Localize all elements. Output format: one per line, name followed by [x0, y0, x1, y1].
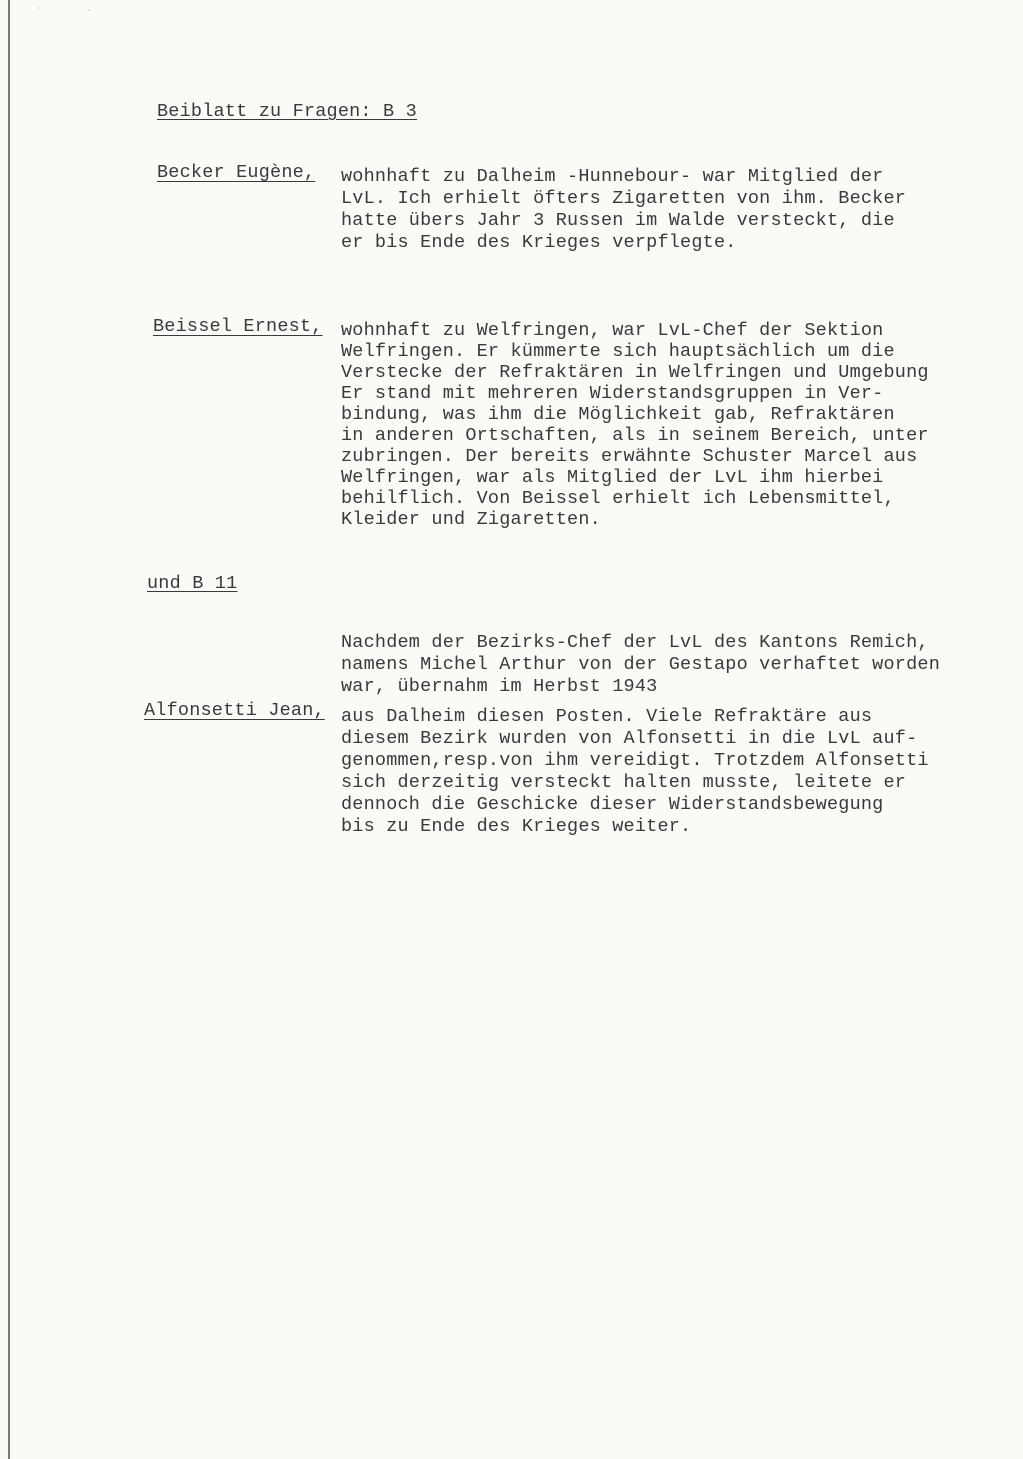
paragraph-line: bindung, was ihm die Möglichkeit gab, Refraktären	[341, 404, 895, 425]
paragraph-line: war, übernahm im Herbst 1943	[341, 676, 658, 697]
person-name-becker: Becker Eugène,	[157, 162, 316, 183]
paragraph-line: Welfringen, war als Mitglied der LvL ihm hierbei	[341, 467, 884, 488]
paragraph-line: Kleider und Zigaretten.	[341, 509, 601, 530]
person-name-beissel: Beissel Ernest,	[153, 316, 323, 337]
page-edge-line	[8, 0, 10, 1459]
paragraph-line: wohnhaft zu Dalheim -Hunnebour- war Mitglied der	[341, 166, 884, 187]
paragraph-line: sich derzeitig versteckt halten musste, leitete er	[341, 772, 907, 793]
paragraph-line: behilflich. Von Beissel erhielt ich Lebensmittel,	[341, 488, 895, 509]
paragraph-line: in anderen Ortschaften, als in seinem Bereich, unter	[341, 425, 929, 446]
person-name-alfonsetti: Alfonsetti Jean,	[144, 700, 325, 721]
paragraph-line: genommen,resp.von ihm vereidigt. Trotzdem Alfonsetti	[341, 750, 929, 771]
paragraph-line: wohnhaft zu Welfringen, war LvL-Chef der Sektion	[341, 320, 884, 341]
page-heading: Beiblatt zu Fragen: B 3	[157, 101, 417, 122]
paragraph-line: zubringen. Der bereits erwähnte Schuster Marcel aus	[341, 446, 918, 467]
paragraph-line: Verstecke der Refraktären in Welfringen und Umgebung	[341, 362, 929, 383]
subheading: und B 11	[147, 573, 238, 594]
paper-speck: ˙	[86, 10, 93, 21]
paragraph-line: Welfringen. Er kümmerte sich hauptsächlich um die	[341, 341, 895, 362]
paragraph-line: aus Dalheim diesen Posten. Viele Refraktäre aus	[341, 706, 873, 727]
paragraph-line: LvL. Ich erhielt öfters Zigaretten von ihm. Becker	[341, 188, 907, 209]
paragraph-line: diesem Bezirk wurden von Alfonsetti in die LvL auf-	[341, 728, 918, 749]
paragraph-line: Er stand mit mehreren Widerstandsgruppen in Ver-	[341, 383, 884, 404]
paragraph-line: er bis Ende des Krieges verpflegte.	[341, 232, 737, 253]
paragraph-line: Nachdem der Bezirks-Chef der LvL des Kantons Remich,	[341, 632, 929, 653]
paragraph-line: bis zu Ende des Krieges weiter.	[341, 816, 692, 837]
paragraph-line: dennoch die Geschicke dieser Widerstandsbewegung	[341, 794, 884, 815]
paper-speck: ˙	[36, 8, 43, 19]
paragraph-line: hatte übers Jahr 3 Russen im Walde versteckt, die	[341, 210, 895, 231]
paragraph-line: namens Michel Arthur von der Gestapo verhaftet worden	[341, 654, 940, 675]
